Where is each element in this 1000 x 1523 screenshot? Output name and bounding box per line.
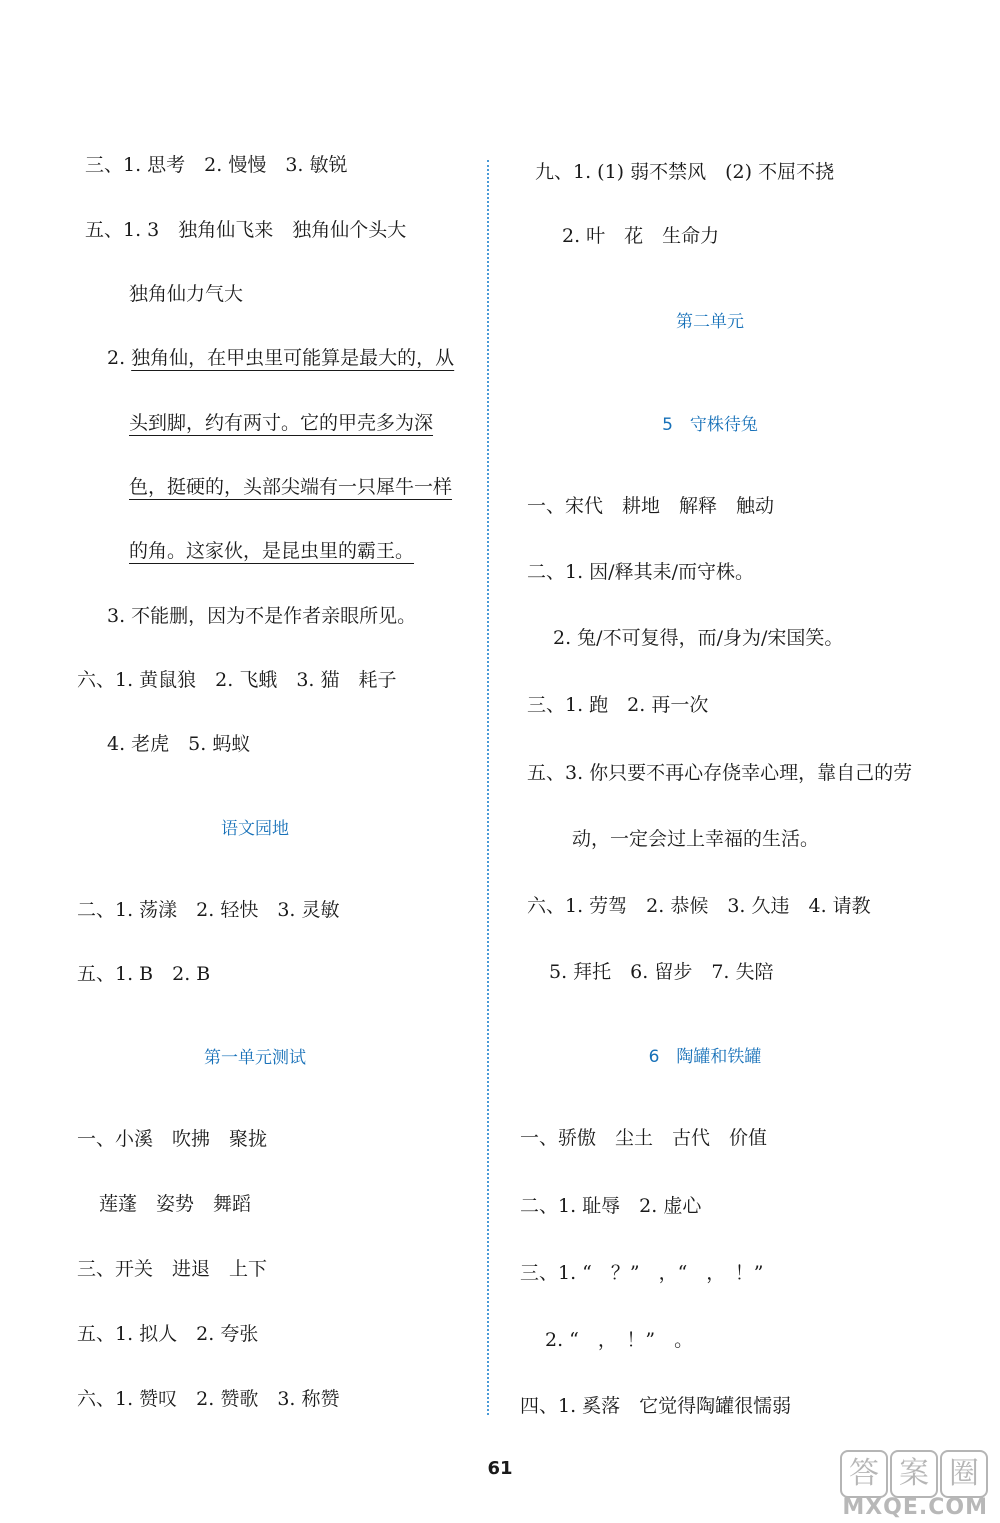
answer-line: 5. 拜托 6. 留步 7. 失陪 [549, 961, 774, 983]
answer-line: 莲蓬 姿势 舞蹈 [99, 1193, 252, 1215]
watermark-glyphs [838, 1450, 988, 1494]
answer-line: 四、1. 奚落 它觉得陶罐很懦弱 [520, 1395, 792, 1417]
lesson-heading-5: 5 守株待兔 [662, 415, 758, 435]
answer-line: 二、1. 因/释其耒/而守株。 [527, 561, 754, 583]
answer-line: 六、1. 劳驾 2. 恭候 3. 久违 4. 请教 [527, 895, 871, 917]
answer-line: 六、1. 赞叹 2. 赞歌 3. 称赞 [77, 1388, 340, 1410]
answer-line: 4. 老虎 5. 蚂蚁 [107, 733, 251, 755]
watermark-url: MXQE.COM [842, 1495, 988, 1520]
answer-line: 六、1. 黄鼠狼 2. 飞蛾 3. 猫 耗子 [77, 669, 397, 691]
answer-line: 九、1. (1) 弱不禁风 (2) 不屈不挠 [535, 161, 835, 183]
answer-line: 五、1. B 2. B [77, 963, 211, 985]
column-divider [487, 160, 489, 1415]
answer-line: 二、1. 耻辱 2. 虚心 [520, 1195, 702, 1217]
answer-line: 3. 不能删，因为不是作者亲眼所见。 [107, 605, 417, 627]
underlined-passage: 的角。这家伙，是昆虫里的霸王。 [129, 540, 415, 562]
answer-line: 一、骄傲 尘土 古代 价值 [520, 1127, 768, 1149]
answer-line: 2. “ ， ！” 。 [545, 1329, 694, 1351]
answer-line: 二、1. 荡漾 2. 轻快 3. 灵敏 [77, 899, 340, 921]
answer-line: 三、1. “ ？” ，“ ， ！” [520, 1262, 764, 1284]
watermark-glyph: 案 [890, 1450, 938, 1498]
section-heading-unit1-test: 第一单元测试 [204, 1048, 306, 1068]
answer-line: 一、宋代 耕地 解释 触动 [527, 495, 775, 517]
section-heading-unit2: 第二单元 [676, 312, 744, 332]
page-number: 61 [487, 1458, 513, 1479]
watermark-glyph: 圈 [940, 1450, 988, 1498]
answer-line-underlined [107, 345, 454, 371]
answer-line: 独角仙力气大 [129, 283, 244, 305]
watermark-glyph: 答 [840, 1450, 888, 1498]
section-heading-yuwen: 语文园地 [221, 819, 289, 839]
underlined-passage: 独角仙，在甲虫里可能算是最大的，从 [131, 347, 455, 369]
underlined-passage: 头到脚，约有两寸。它的甲壳多为深 [129, 412, 434, 434]
answer-line: 五、3. 你只要不再心存侥幸心理，靠自己的劳 [527, 762, 913, 784]
watermark-logo [828, 1450, 988, 1520]
answer-line: 2. 叶 花 生命力 [562, 225, 720, 247]
answer-line: 三、1. 跑 2. 再一次 [527, 694, 709, 716]
answer-line: 三、开关 进退 上下 [77, 1258, 268, 1280]
answer-line: 动，一定会过上幸福的生活。 [572, 828, 820, 850]
item-number: 2. [107, 347, 132, 369]
answer-line: 三、1. 思考 2. 慢慢 3. 敏锐 [85, 154, 348, 176]
underlined-passage: 色，挺硬的，头部尖端有一只犀牛一样 [129, 476, 453, 498]
answer-line: 一、小溪 吹拂 聚拢 [77, 1128, 268, 1150]
answer-line: 五、1. 3 独角仙飞来 独角仙个头大 [85, 219, 407, 241]
lesson-heading-6: 6 陶罐和铁罐 [648, 1047, 762, 1067]
answer-line: 五、1. 拟人 2. 夸张 [77, 1323, 259, 1345]
answer-line: 2. 兔/不可复得，而/身为/宋国笑。 [553, 627, 844, 649]
